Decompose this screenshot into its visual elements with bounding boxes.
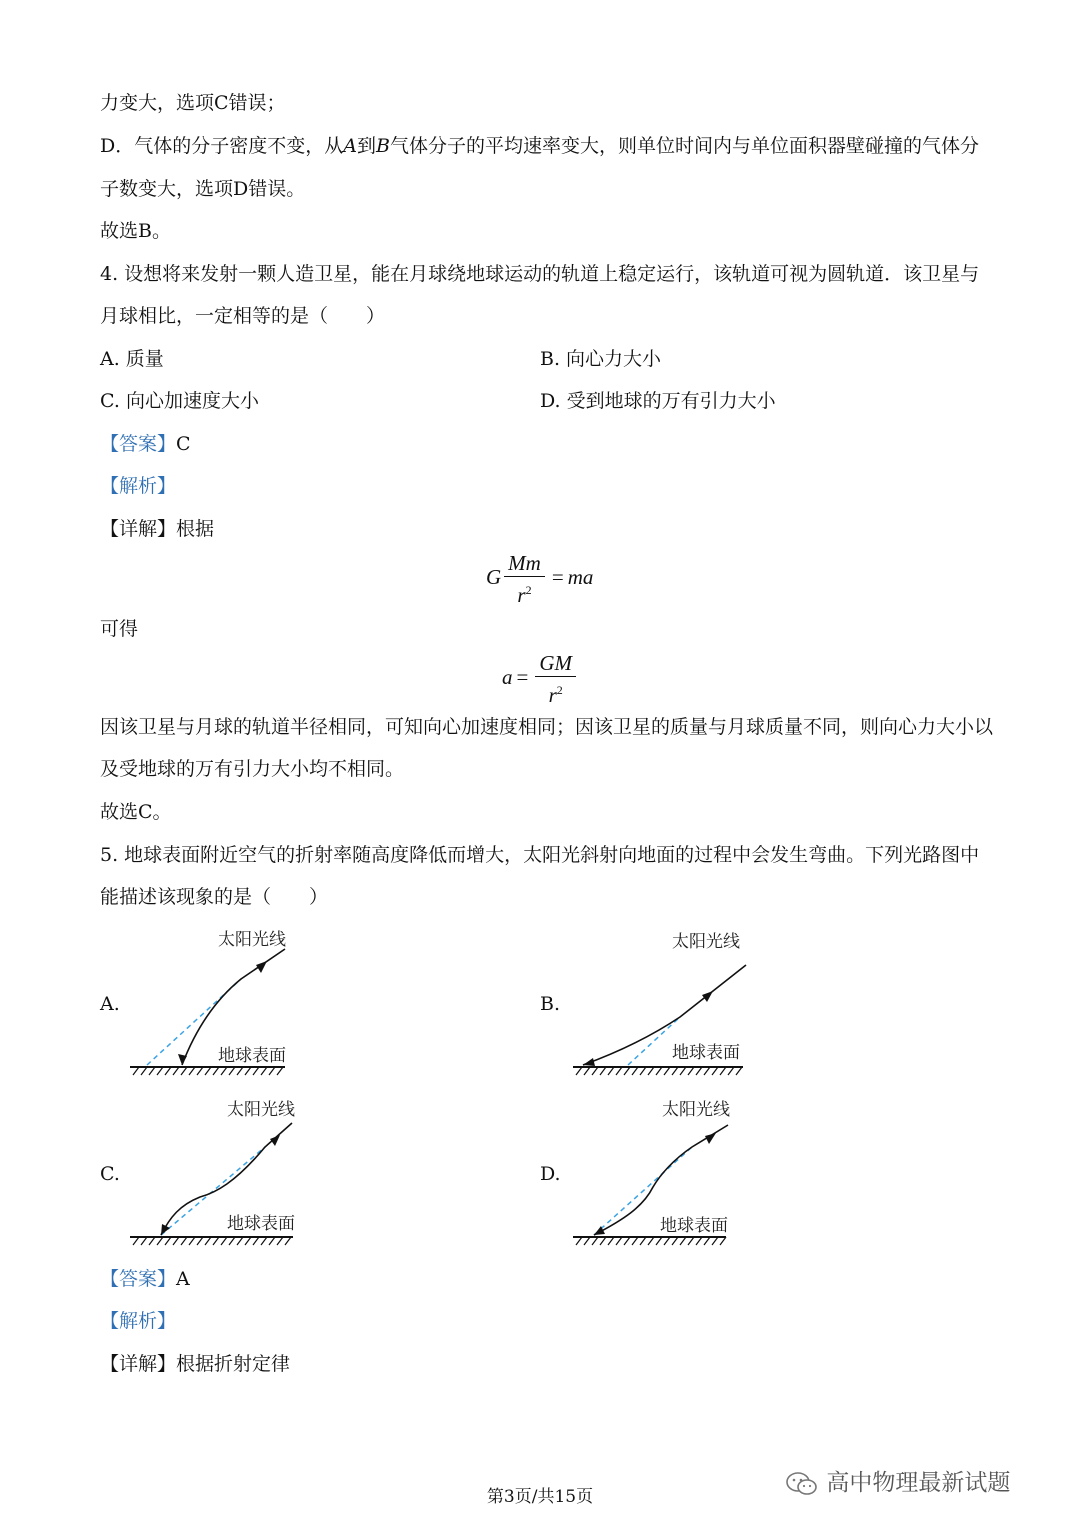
- q3-option-d-line1: D．气体的分子密度不变，从A到B气体分子的平均速率变大，则单位时间内与单位面积器壁碰撞的气体分: [100, 135, 979, 157]
- q5-diagram-d: [568, 1095, 733, 1250]
- watermark: 高中物理最新试题: [785, 1464, 1010, 1497]
- q5-option-b-label: B.: [540, 993, 561, 1015]
- q5-option-a-label: A.: [100, 993, 120, 1015]
- earth-surface-label: 地球表面: [660, 1216, 728, 1236]
- earth-surface-label: 地球表面: [672, 1043, 740, 1063]
- q4-explain-line1: 因该卫星与月球的轨道半径相同，可知向心加速度相同；因该卫星的质量与月球质量不同，则向心力大小以: [100, 716, 994, 738]
- q4-answer: 【答案】C: [100, 433, 191, 455]
- q4-option-b: B. 向心力大小: [540, 348, 662, 370]
- q5-option-c-label: C.: [100, 1163, 120, 1185]
- q3-choose: 故选B。: [100, 220, 171, 242]
- q4-explain-line2: 及受地球的万有引力大小均不相同。: [100, 758, 405, 780]
- earth-surface-label: 地球表面: [218, 1046, 286, 1066]
- sun-ray-label: 太阳光线: [218, 930, 286, 950]
- ground-hatch: [576, 1237, 726, 1245]
- q5-detail: 【详解】根据折射定律: [100, 1353, 291, 1375]
- q5-answer: 【答案】A: [100, 1268, 190, 1290]
- q4-detail: 【详解】根据: [100, 518, 215, 540]
- earth-surface-label: 地球表面: [227, 1214, 295, 1234]
- q5-diagram-c: [125, 1095, 300, 1250]
- q4-formula-gravitation: G $\frac{Mm}{r^2}$ = ma: [486, 551, 594, 607]
- q5-diagram-b: [568, 925, 748, 1080]
- q5-analysis-label: 【解析】: [100, 1310, 177, 1332]
- sun-ray-label: 太阳光线: [672, 932, 740, 952]
- q4-option-d: D. 受到地球的万有引力大小: [540, 390, 776, 412]
- arrow-head: [270, 1135, 280, 1146]
- sun-ray-label: 太阳光线: [227, 1100, 295, 1120]
- arrow-head: [583, 1058, 595, 1066]
- q5-stem-line1: 5. 地球表面附近空气的折射率随高度降低而增大，太阳光斜射向地面的过程中会发生弯曲。下列光路图中: [100, 844, 980, 866]
- sun-ray-label: 太阳光线: [662, 1100, 730, 1120]
- arrow-head: [256, 961, 267, 973]
- q5-diagram-a: [125, 925, 295, 1080]
- arrow-head: [702, 991, 713, 1002]
- q4-analysis-label: 【解析】: [100, 475, 177, 497]
- arrow-head: [705, 1133, 716, 1144]
- q5-stem-line2: 能描述该现象的是（ ）: [100, 886, 329, 908]
- q3-option-c-conclusion: 力变大，选项C错误；: [100, 92, 286, 114]
- q4-stem-line2: 月球相比，一定相等的是（ ）: [100, 305, 386, 327]
- ground-hatch: [133, 1067, 283, 1075]
- q3-option-d-line2: 子数变大，选项D错误。: [100, 178, 306, 200]
- q4-option-a: A. 质量: [100, 348, 164, 370]
- q4-choose: 故选C。: [100, 801, 172, 823]
- ground-hatch: [133, 1237, 291, 1245]
- q4-kede: 可得: [100, 618, 139, 640]
- ground-hatch: [576, 1067, 742, 1075]
- q4-option-c: C. 向心加速度大小: [100, 390, 259, 412]
- wechat-icon: [785, 1471, 819, 1497]
- page-number: 第3页/共15页: [486, 1487, 594, 1507]
- q5-option-d-label: D.: [540, 1163, 561, 1185]
- q4-stem-line1: 4. 设想将来发射一颗人造卫星，能在月球绕地球运动的轨道上稳定运行，该轨道可视为圆轨道．该卫星与: [100, 263, 980, 285]
- q4-formula-acceleration: a = $\frac{GM}{r^2}$: [502, 650, 579, 708]
